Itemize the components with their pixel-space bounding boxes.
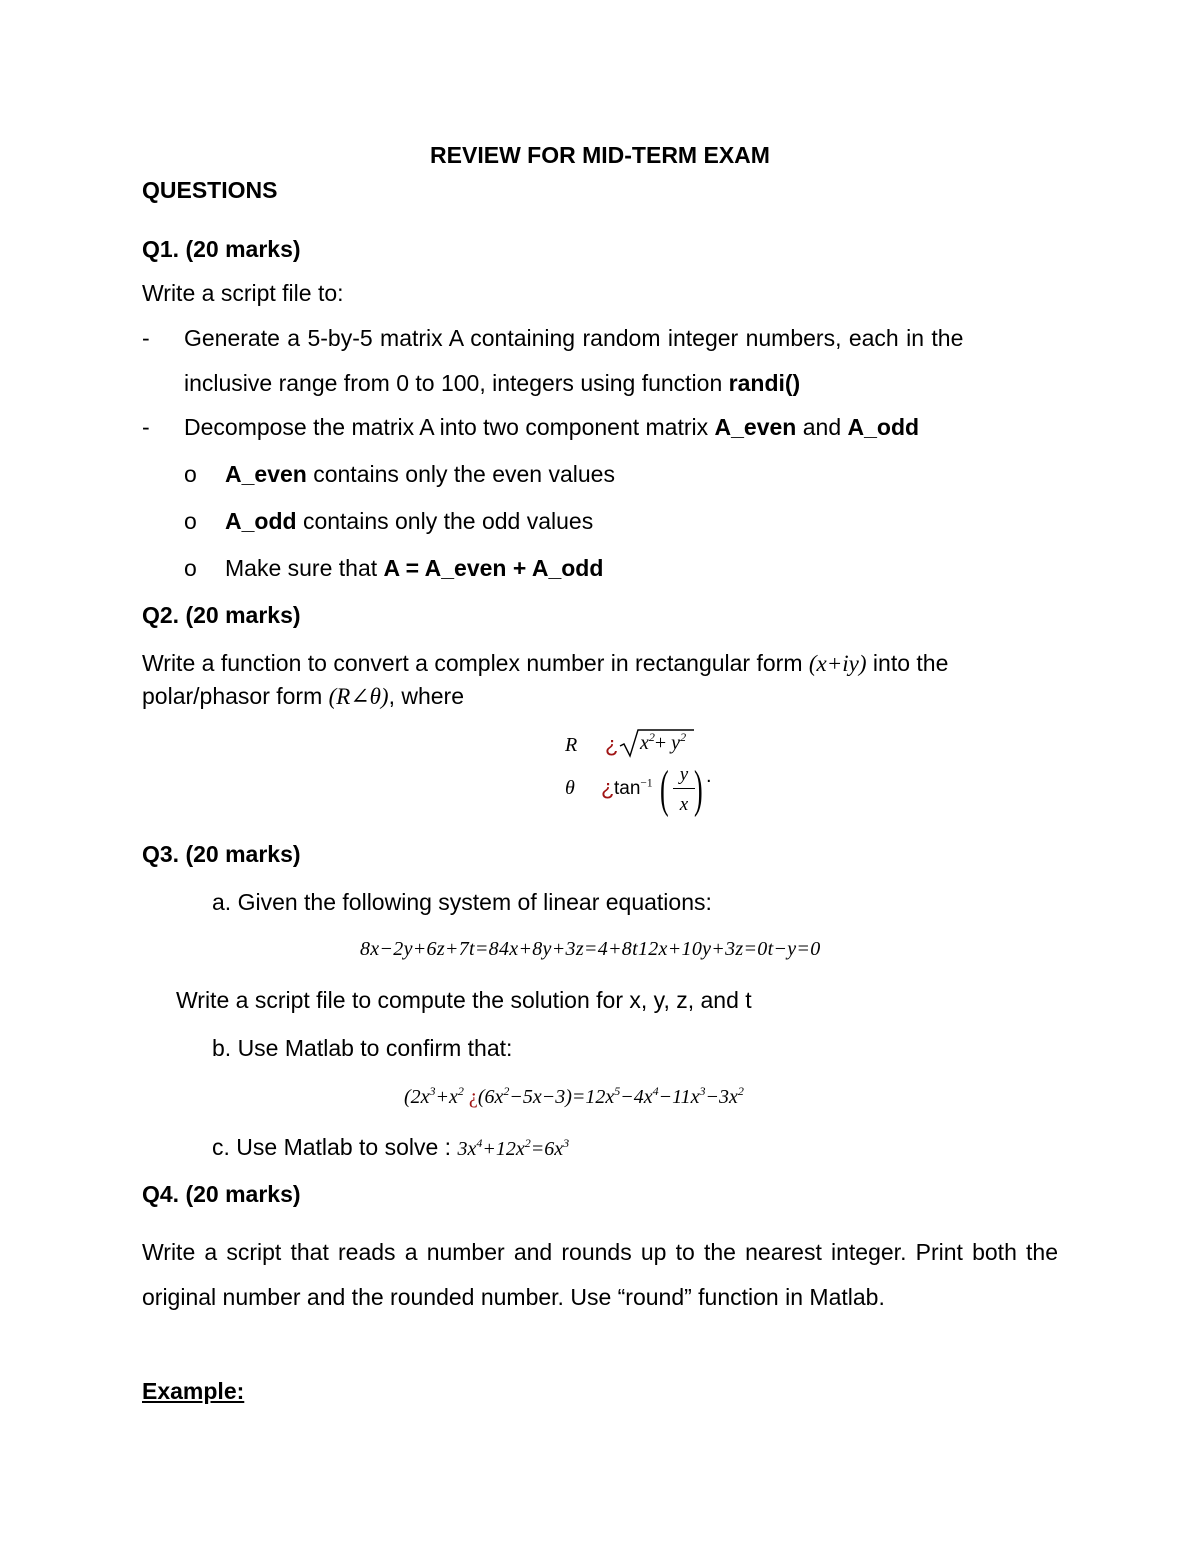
example-heading: Example: <box>142 1378 245 1404</box>
eq-r-glyph: ¿ <box>605 732 619 757</box>
a-even-label: A_even <box>225 461 307 487</box>
q1-intro: Write a script file to: <box>142 280 344 306</box>
q1-bullet-dash-1: - <box>142 325 150 351</box>
q3-part-c-equation <box>457 1138 569 1160</box>
eq-theta-fn-exp: −1 <box>640 777 653 790</box>
c-eq-c: =6x <box>530 1138 564 1160</box>
poly-exp-3b: 3 <box>699 1084 706 1099</box>
q2-line-2-text: polar/phasor form <box>142 683 329 709</box>
q1-bullet-dash-2: - <box>142 414 150 440</box>
c-eq-a: 3x <box>457 1138 477 1160</box>
q1-sub-bullet-1-text: contains only the even values <box>306 461 615 487</box>
q2-line-1-end: into the <box>866 650 949 676</box>
q2-line-1 <box>142 650 948 677</box>
eq-r-x-exp: 2 <box>648 730 655 745</box>
c-eq-b: +12x <box>482 1138 525 1160</box>
q1-bullet-1-line1: Generate a 5-by-5 matrix A containing random integer numbers, each in the <box>184 325 964 351</box>
eq-theta-lhs: θ <box>565 777 575 799</box>
poly-minus-3x: −3x <box>705 1086 738 1108</box>
questions-heading: QUESTIONS <box>142 177 278 203</box>
poly-exp-5: 5 <box>614 1084 621 1099</box>
q1-bullet-1-line2 <box>184 370 800 397</box>
sub-bullet-marker-3: o <box>184 555 197 581</box>
q4-heading: Q4. (20 marks) <box>142 1181 301 1207</box>
a-odd-name: A_odd <box>847 414 920 440</box>
eq-theta-denominator: x <box>679 794 689 815</box>
eq-r-plus: + <box>654 732 667 754</box>
q1-bullet-2 <box>184 414 919 441</box>
poly-mid-2: −5x−3)=12x <box>509 1086 615 1108</box>
q2-line-1-text: Write a function to convert a complex number in rectangular form <box>142 650 809 676</box>
q3-write-instruction: Write a script file to compute the solution for x, y, z, and t <box>176 987 752 1013</box>
c-eq-exp-3: 3 <box>563 1136 570 1151</box>
poly-exp-2c: 2 <box>737 1084 744 1099</box>
sub-bullet-marker-2: o <box>184 508 197 534</box>
poly-exp-4: 4 <box>652 1084 659 1099</box>
poly-lhs-open: (2x <box>404 1086 430 1108</box>
q1-sub-bullet-3-text: Make sure that <box>225 555 384 581</box>
q1-heading: Q1. (20 marks) <box>142 236 301 262</box>
eq-r-y-exp: 2 <box>680 730 687 745</box>
c-eq-exp-2: 2 <box>524 1136 531 1151</box>
a-even-name: A_even <box>714 414 797 440</box>
q2-heading: Q2. (20 marks) <box>142 602 301 628</box>
polynomial-identity <box>404 1086 744 1109</box>
q3-part-b: b. Use Matlab to confirm that: <box>212 1035 513 1061</box>
poly-plus-x: +x <box>435 1086 458 1108</box>
a-odd-label: A_odd <box>225 508 297 534</box>
q4-paragraph: Write a script that reads a number and rounds up to the nearest integer. Print both the original number and the rounded number. Use “round” function in Matlab. <box>142 1239 1058 1310</box>
randi-function: randi() <box>728 370 801 396</box>
decomposition-equation: A = A_even + A_odd <box>383 555 604 581</box>
eq-r-radicand <box>640 732 686 755</box>
poly-exp-2b: 2 <box>503 1084 510 1099</box>
q1-sub-bullet-1 <box>225 461 615 488</box>
paren-right-icon: ) <box>694 761 703 818</box>
q1-sub-bullet-3 <box>225 555 603 582</box>
poly-exp-2: 2 <box>457 1084 464 1099</box>
eq-r-lhs: R <box>565 734 578 756</box>
q1-sub-bullet-2-text: contains only the odd values <box>296 508 594 534</box>
poly-mid: (6x <box>477 1086 504 1108</box>
q2-line-2 <box>142 683 464 710</box>
sub-bullet-marker-1: o <box>184 461 197 487</box>
rectangular-form: (x+iy) <box>808 651 867 676</box>
q3-part-a: a. Given the following system of linear equations: <box>212 889 712 915</box>
poly-glyph: ¿ <box>468 1086 478 1108</box>
q1-bullet-1-line2-text: inclusive range from 0 to 100, integers using function <box>184 370 729 396</box>
linear-system-equation: 8x−2y+6z+7t=84x+8y+3z=4+8t12x+10y+3z=0t−y=0 <box>360 938 821 960</box>
q3-part-c <box>212 1134 569 1161</box>
eq-theta-fn: tan <box>614 778 641 799</box>
eq-r-x: x <box>640 732 649 754</box>
q1-bullet-2-and: and <box>796 414 848 440</box>
eq-theta-tan <box>614 778 653 800</box>
q1-bullet-2-text: Decompose the matrix A into two component matrix <box>184 414 715 440</box>
polar-form: (R∠θ) <box>328 684 389 709</box>
eq-theta-numerator: y <box>679 764 689 785</box>
eq-r-y: y <box>671 732 681 754</box>
q2-line-2-end: , where <box>388 683 465 709</box>
eq-theta-glyph: ¿ <box>601 775 615 800</box>
c-eq-exp-4: 4 <box>476 1136 483 1151</box>
q1-sub-bullet-2 <box>225 508 593 535</box>
poly-minus-4x: −4x <box>620 1086 653 1108</box>
q3-part-c-text: c. Use Matlab to solve : <box>212 1134 458 1160</box>
fraction-bar <box>673 788 695 789</box>
q3-heading: Q3. (20 marks) <box>142 841 301 867</box>
eq-theta-period: . <box>706 765 712 787</box>
poly-minus-11x: −11x <box>658 1086 700 1108</box>
poly-exp-3: 3 <box>429 1084 436 1099</box>
document-title: REVIEW FOR MID-TERM EXAM <box>430 142 770 168</box>
paren-left-icon: ( <box>660 761 669 818</box>
